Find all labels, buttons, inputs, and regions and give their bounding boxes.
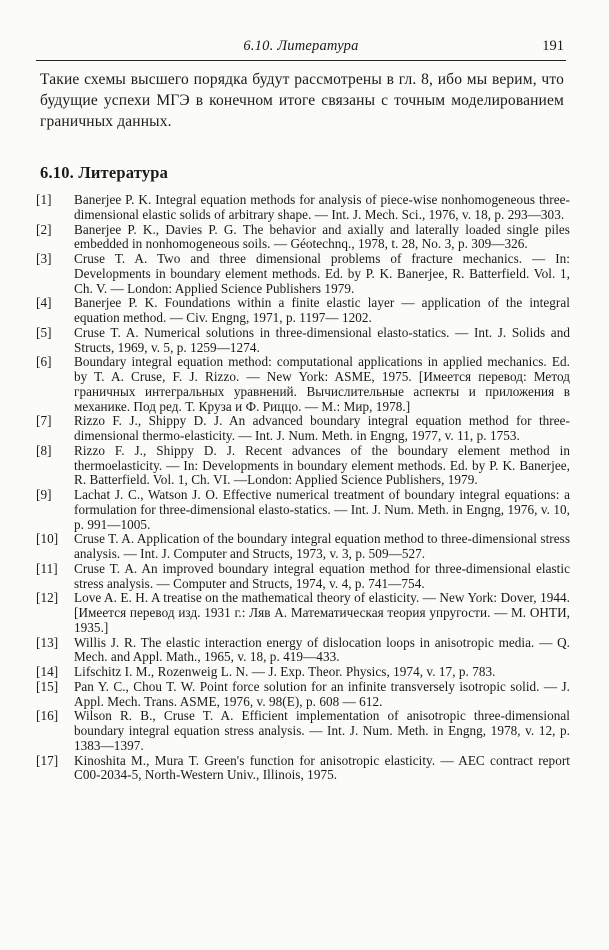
reference-item — [36, 444, 570, 488]
running-title: 6.10. Литература — [243, 38, 359, 54]
reference-text: Rizzo F. J., Shippy D. J. Recent advances of the boundary element method in thermoelasticity. — In: Developments in boundary element methods. Ed. by P. K. Banerjee, R. Batterfield. Vol. 1, Ch. VI. —London: Applied Science Publishers, 1979. — [74, 442, 570, 488]
reference-text: Lifschitz I. M., Rozenweig L. N. — J. Exp. Theor. Physics, 1974, v. 17, p. 783. — [74, 664, 496, 679]
reference-item — [36, 296, 570, 326]
section-title: 6.10. Литература — [40, 163, 169, 182]
reference-item — [36, 488, 570, 532]
reference-text: Willis J. R. The elastic interaction energy of dislocation loops in anisotropic media. — Q. Mech. and Appl. Math., 1965, v. 18, p. 419—433. — [74, 634, 570, 665]
reference-number: [2] — [36, 221, 52, 237]
reference-number: [13] — [36, 634, 59, 650]
reference-list — [36, 193, 570, 783]
reference-number: [7] — [36, 413, 52, 429]
reference-text: Wilson R. B., Cruse T. A. Efficient implementation of anisotropic three-dimensional boundary integral equation stress analysis. — Int. J. Num. Meth. in Engng, 1978, v. 12, p. 1383—1397. — [74, 708, 570, 753]
reference-item — [36, 193, 570, 223]
reference-number: [3] — [36, 251, 52, 266]
reference-number: [14] — [36, 664, 59, 679]
reference-text: Pan Y. C., Chou T. W. Point force solution for an infinite transversely isotropic solid. — J. Appl. Mech. Trans. ASME, 1976, v. 98(E), p. 608 — 612. — [74, 678, 570, 709]
reference-item — [36, 562, 570, 592]
reference-number: [8] — [36, 442, 52, 458]
reference-text: Banerjee P. K. Integral equation methods for analysis of piece-wise nonhomogeneous three-dimensional elastic solids of arbitrary shape. — Int. J. Mech. Sci., 1976, v. 18, p. 293—303. — [74, 192, 570, 222]
reference-number: [15] — [36, 678, 59, 694]
reference-text: Cruse T. A. Application of the boundary integral equation method to three-dimensional stress analysis. — Int. J. Computer and Structs, 1973, v. 3, p. 509—527. — [74, 531, 570, 561]
intro-paragraph: Такие схемы высшего порядка будут рассмотрены в гл. 8, ибо мы верим, что будущие успехи МГЭ в конечном итоге связаны с точным моделированием граничных данных. — [40, 71, 564, 130]
reference-item — [36, 754, 570, 784]
reference-number: [1] — [36, 192, 52, 207]
reference-text: Banerjee P. K. Foundations within a finite elastic layer — application of the integral equation method. — Civ. Engng, 1971, p. 1197— 1202. — [74, 295, 570, 325]
running-header — [36, 32, 566, 61]
reference-number: [17] — [36, 752, 59, 768]
reference-number: [10] — [36, 531, 59, 547]
reference-text: Lachat J. C., Watson J. O. Effective numerical treatment of boundary integral equations: a formulation for three-dimensional elasto-statics. — Int. J. Num. Meth. in Engng, 1976, v. 10, p. 991—1005. — [74, 487, 570, 532]
reference-number: [12] — [36, 590, 59, 606]
reference-text: Cruse T. A. Numerical solutions in three-dimensional elasto-statics. — Int. J. Solids and Structs, 1969, v. 5, p. 1259—1274. — [74, 324, 570, 355]
reference-item — [36, 355, 570, 414]
reference-item — [36, 680, 570, 710]
reference-text: Banerjee P. K., Davies P. G. The behavior and axially and laterally loaded single piles embedded in nonhomogeneous soils. — Géotechnq., 1978, t. 28, No. 3, p. 309—326. — [74, 221, 570, 252]
reference-number: [6] — [36, 354, 52, 370]
reference-text: Love A. E. H. A treatise on the mathematical theory of elasticity. — New York: Dover, 1944. [Имеется перевод изд. 1931 г.: Ляв А. Математическая теория упругости. — М. ОНТИ, 1935.] — [74, 590, 570, 635]
reference-text: Cruse T. A. An improved boundary integral equation method for three-dimensional elastic stress analysis. — Computer and Structs, 1974, v. 4, p. 741—754. — [74, 560, 570, 591]
reference-item — [36, 252, 570, 296]
reference-text: Boundary integral equation method: computational applications in applied mechanics. Ed. by T. A. Cruse, F. J. Rizzo. — New York: ASME, 1975. [Имеется перевод: Метод граничных интегральных уравнений. Вычислительные аспекты и приложения в механике. Под ред. Т. Круза и Ф. Риццо. — М.: Мир, 1978.] — [74, 354, 570, 414]
reference-item — [36, 636, 570, 666]
reference-number: [16] — [36, 708, 59, 724]
reference-item — [36, 414, 570, 444]
reference-item — [36, 591, 570, 635]
reference-item — [36, 709, 570, 753]
reference-text: Cruse T. A. Two and three dimensional problems of fracture mechanics. — In: Developments in boundary element methods. Ed. by P. K. Banerjee, R. Batterfield. Vol. 1, Ch. V. — London: Applied Science Publishers 1979. — [74, 251, 570, 296]
reference-number: [11] — [36, 560, 58, 576]
reference-item — [36, 665, 570, 680]
reference-text: Rizzo F. J., Shippy D. J. An advanced boundary integral equation method for three-dimensional thermo-elasticity. — Int. J. Num. Meth. in Engng, 1977, v. 11, p. 1753. — [74, 413, 570, 443]
reference-number: [9] — [36, 487, 52, 502]
page-number: 191 — [542, 38, 564, 54]
reference-number: [4] — [36, 295, 52, 311]
reference-text: Kinoshita M., Mura T. Green's function for anisotropic elasticity. — AEC contract report C00-2034-5, North-Western Univ., Illinois, 1975. — [74, 752, 570, 783]
reference-number: [5] — [36, 324, 52, 340]
reference-item — [36, 326, 570, 356]
reference-item — [36, 532, 570, 562]
reference-item — [36, 223, 570, 253]
